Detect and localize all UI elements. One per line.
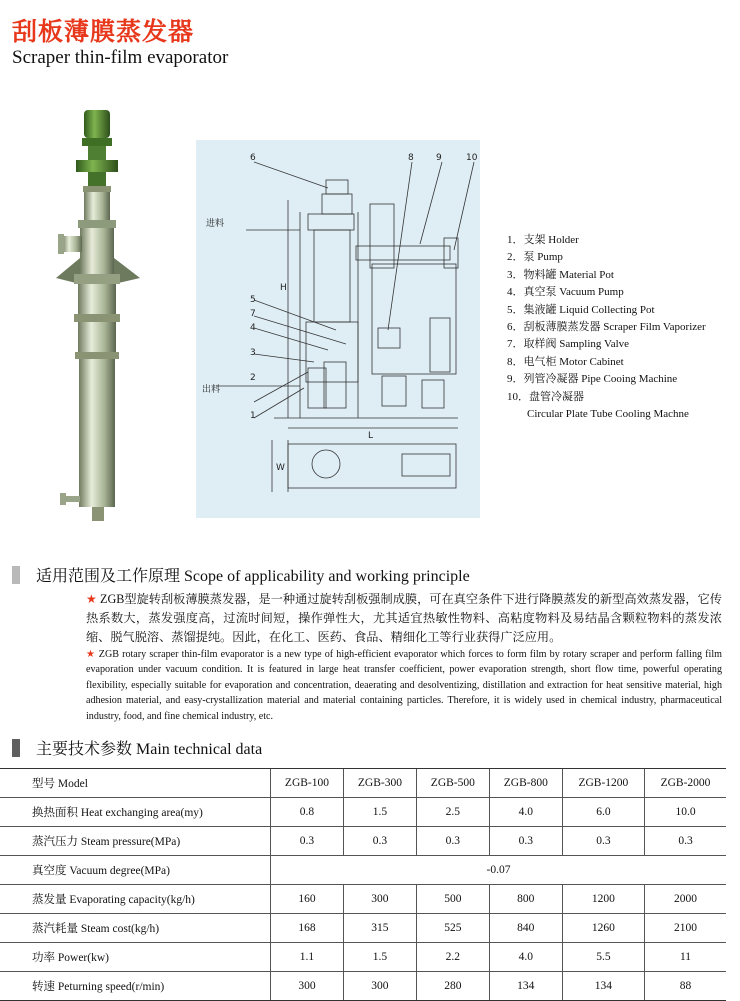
table-cell: 0.3 [343, 827, 416, 856]
table-cell-merged: -0.07 [271, 856, 727, 885]
legend-item: 8．电气柜 Motor Cabinet [507, 355, 624, 368]
table-cell: 4.0 [489, 943, 562, 972]
page-title-cn: 刮板薄膜蒸发器 [12, 17, 195, 46]
table-row [0, 914, 726, 943]
tech-heading [12, 736, 262, 759]
table-cell: 134 [562, 972, 644, 1001]
schematic-diagram [196, 140, 480, 518]
scope-heading [12, 563, 470, 586]
table-cell: 300 [271, 972, 344, 1001]
table-row [0, 827, 726, 856]
table-row [0, 943, 726, 972]
legend-item: 9．列管冷凝器 Pipe Cooing Machine [507, 373, 678, 386]
legend-item: 6．刮板薄膜蒸发器 Scraper Film Vaporizer [507, 321, 706, 334]
table-cell: 315 [343, 914, 416, 943]
callout-3: 3 [250, 348, 256, 358]
table-cell: 300 [343, 885, 416, 914]
tech-heading-text: 主要技术参数 Main technical data [36, 741, 263, 758]
callout-5: 5 [250, 295, 256, 305]
table-row-label: 蒸汽压力 Steam pressure(MPa) [0, 827, 271, 856]
page-title-en: Scraper thin-film evaporator [12, 47, 229, 68]
callout-7: 7 [250, 309, 256, 319]
table-row-label: 转速 Peturning speed(r/min) [0, 972, 271, 1001]
table-cell: 160 [271, 885, 344, 914]
table-cell: ZGB-100 [271, 769, 344, 798]
table-row [0, 856, 726, 885]
table-row-label: 蒸汽耗量 Steam cost(kg/h) [0, 914, 271, 943]
callout-10: 10 [466, 153, 478, 163]
table-cell: 2100 [645, 914, 727, 943]
table-row [0, 798, 726, 827]
callout-1: 1 [250, 411, 256, 421]
table-cell: 11 [645, 943, 727, 972]
legend-item: 1．支架 Holder [507, 234, 579, 246]
table-row-label: 型号 Model [0, 769, 271, 798]
table-row-label: 换热面积 Heat exchanging area(my) [0, 798, 271, 827]
callout-6: 6 [250, 153, 256, 163]
star-icon: ★ [86, 592, 97, 606]
dim-w: W [276, 463, 285, 473]
table-cell: 6.0 [562, 798, 644, 827]
table-row-label: 蒸发量 Evaporating capacity(kg/h) [0, 885, 271, 914]
table-cell: 4.0 [489, 798, 562, 827]
table-row-label: 功率 Power(kw) [0, 943, 271, 972]
legend-item-10-en: Circular Plate Tube Cooling Machne [527, 408, 689, 421]
table-row [0, 769, 726, 798]
table-cell: 2000 [645, 885, 727, 914]
table-cell: 800 [489, 885, 562, 914]
table-cell: 2.2 [416, 943, 489, 972]
callout-2: 2 [250, 373, 256, 383]
table-cell: ZGB-1200 [562, 769, 644, 798]
table-cell: 0.3 [562, 827, 644, 856]
table-cell: 134 [489, 972, 562, 1001]
callout-8: 8 [408, 153, 414, 163]
legend-item: 2．泵 Pump [507, 251, 563, 264]
table-cell: 0.3 [489, 827, 562, 856]
tech-table [0, 768, 726, 1001]
label-feed: 进料 [206, 219, 225, 229]
star-icon: ★ [86, 649, 96, 660]
label-discharge: 出料 [202, 385, 221, 395]
table-cell: 88 [645, 972, 727, 1001]
scope-paragraph-cn [86, 590, 722, 647]
legend-item: 10．盘管冷凝器 [507, 390, 584, 403]
legend-item: 7．取样阀 Sampling Valve [507, 338, 630, 351]
table-row [0, 972, 726, 1001]
table-row-label: 真空度 Vacuum degree(MPa) [0, 856, 271, 885]
legend-item: 5．集液罐 Liquid Collecting Pot [507, 303, 655, 316]
table-cell: 2.5 [416, 798, 489, 827]
table-cell: 10.0 [645, 798, 727, 827]
table-cell: ZGB-800 [489, 769, 562, 798]
table-cell: 300 [343, 972, 416, 1001]
table-cell: 525 [416, 914, 489, 943]
table-cell: 168 [271, 914, 344, 943]
table-cell: 280 [416, 972, 489, 1001]
dim-h: H [280, 283, 287, 293]
parts-legend [507, 232, 706, 423]
table-cell: 0.8 [271, 798, 344, 827]
table-cell: 0.3 [645, 827, 727, 856]
scope-text-en: ZGB rotary scraper thin-film evaporator is a new type of high-efficient evaporator which forces to form film by rotary scraper and perform falling film evaporation under vacuum condition. It is featured in large heat transfer coefficient, power evaporation strength, short flow time, powerful operating flexibility, especially suitable for evaporation and concentration, deaerating and desolventizing, distillation and extraction for heat sensitive material, high adhesion material, and easy-crystallization material and material containing particles. Therefore, it is widely used in chemical industry, pharmaceutical industry, food, and fine chemical industry, etc. [86, 649, 722, 722]
section-marker [12, 566, 20, 584]
table-cell: 1.5 [343, 798, 416, 827]
table-cell: 1260 [562, 914, 644, 943]
scope-paragraph-en [86, 647, 722, 724]
section-marker [12, 739, 20, 757]
table-cell: 840 [489, 914, 562, 943]
table-cell: ZGB-500 [416, 769, 489, 798]
table-cell: 0.3 [271, 827, 344, 856]
table-cell: 0.3 [416, 827, 489, 856]
legend-item: 4．真空泵 Vacuum Pump [507, 286, 624, 299]
scope-text-cn: ZGB型旋转刮板薄膜蒸发器，是一种通过旋转刮板强制成膜，可在真空条件下进行降膜蒸发的新型高效蒸发器，它传热系数大，蒸发强度高，过流时间短，操作弹性大，尤其适宜热敏性物料、高粘度物料及易结晶含颗粒物料的蒸发浓缩、脱气脱溶、蒸馏提纯。因此，在化工、医药、食品、精细化工等行业获得广泛应用。 [86, 592, 722, 644]
table-cell: 1.5 [343, 943, 416, 972]
table-cell: ZGB-300 [343, 769, 416, 798]
table-cell: 500 [416, 885, 489, 914]
legend-item: 3．物料罐 Material Pot [507, 268, 614, 281]
table-cell: ZGB-2000 [645, 769, 727, 798]
scope-heading-text: 适用范围及工作原理 Scope of applicability and working principle [36, 568, 470, 585]
table-row [0, 885, 726, 914]
table-cell: 5.5 [562, 943, 644, 972]
callout-4: 4 [250, 323, 256, 333]
table-cell: 1.1 [271, 943, 344, 972]
product-photo [48, 108, 158, 528]
dim-l: L [368, 431, 374, 441]
table-cell: 1200 [562, 885, 644, 914]
callout-9: 9 [436, 153, 442, 163]
